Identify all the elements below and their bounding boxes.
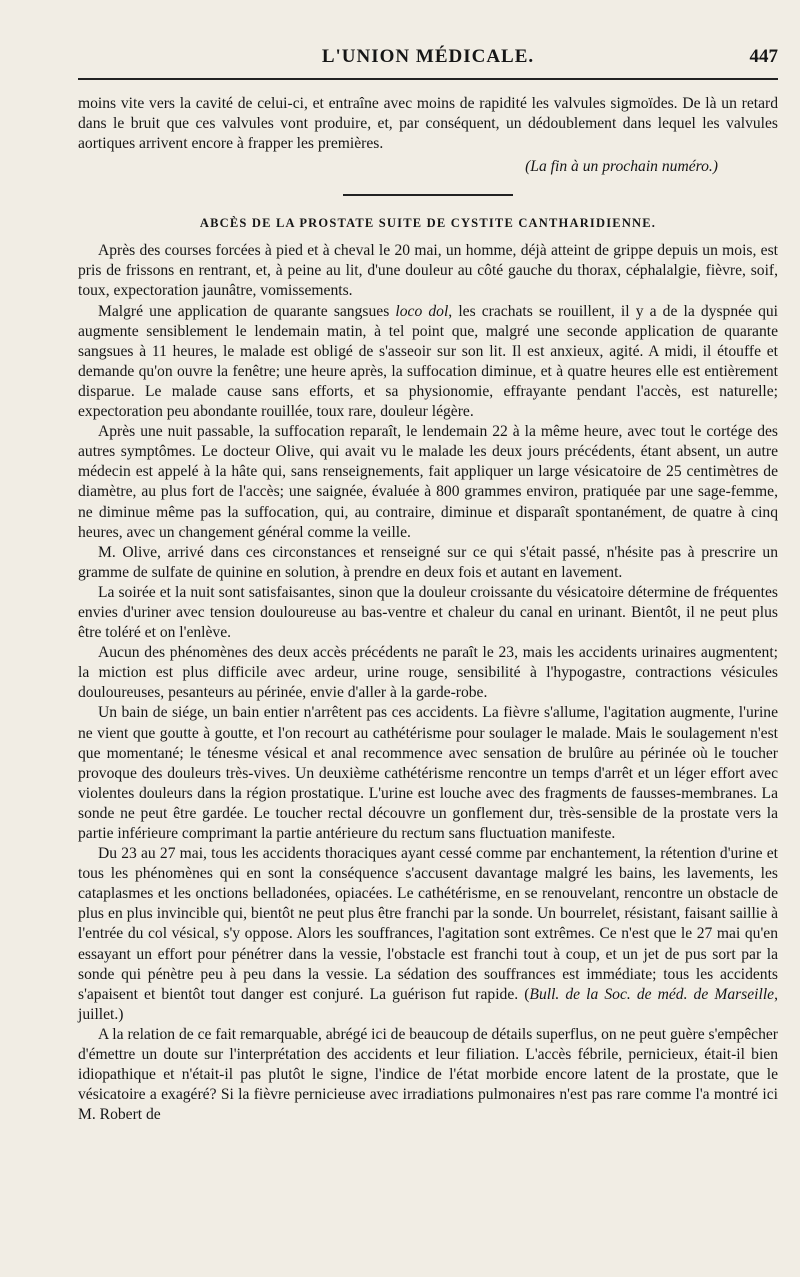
- continuation-note: (La fin à un prochain numéro.): [525, 158, 718, 176]
- paragraph: Aucun des phénomènes des deux accès précédents ne paraît le 23, mais les accidents urinaires augmentent; la miction est plus difficile avec ardeur, urine rouge, sensibilité à l'hypogastre, contractions vésicules douloureuses, pesanteurs au périnée, envie d'aller à la garde-robe.: [78, 644, 778, 702]
- intro-paragraph: moins vite vers la cavité de celui-ci, et entraîne avec moins de rapidité les valvules sigmoïdes. De là un retard dans le bruit que ces valvules vont produire, et, par conséquent, un dédoublement dans lequel les valvules aortiques arrivent encore à frapper les premières.: [78, 95, 778, 153]
- journal-title: L'UNION MÉDICALE.: [321, 46, 535, 67]
- paragraph: A la relation de ce fait remarquable, abrégé ici de beaucoup de détails superflus, on ne peut guère s'empêcher d'émettre un doute sur l'interprétation des accidents et leur filiation. L'accès fébrile, pernicieux, était-il bien idiopathique et n'était-il pas plutôt le signe, l'indice de l'état morbide encore latent de la prostate, que le vésicatoire a exagéré? Si la fièvre pernicieuse avec irradiations pulmonaires n'est pas rare comme l'a montré ici M. Robert de: [78, 1025, 778, 1124]
- paragraph: La soirée et la nuit sont satisfaisantes, sinon que la douleur croissante du vésicatoire détermine de fréquentes envies d'uriner avec tension douloureuse au bas-ventre et chaleur du canal en urinant. Bientôt, il ne peut plus être toléré et on l'enlève.: [78, 583, 778, 642]
- section-divider: [343, 194, 513, 196]
- paragraph: Après des courses forcées à pied et à cheval le 20 mai, un homme, déjà atteint de grippe depuis un mois, est pris de frissons en rentrant, et, à peine au lit, d'une douleur au côté gauche du thorax, céphalalgie, fièvre, soif, toux, expectoration jaunâtre, vomissements.: [78, 242, 778, 300]
- article-title: ABCÈS DE LA PROSTATE SUITE DE CYSTITE CANTHARIDIENNE.: [199, 216, 657, 231]
- page-number: 447: [749, 46, 778, 67]
- citation: Bull. de la Soc. de méd. de Marseille: [529, 985, 775, 1003]
- paragraph: Après une nuit passable, la suffocation reparaît, le lendemain 22 à la même heure, avec tout le cortége des autres symptômes. Le docteur Olive, qui avait vu le malade les deux jours précédents, étant absent, un autre médecin est appelé à la hâte qui, sans renseignements, fait appliquer un large vésicatoire de 25 centimètres de diamètre, au plus fort de l'accès; une saignée, évaluée à 800 grammes environ, pratiquée par une sage-femme, ne diminue même pas la suffocation, qui, au contraire, diminue et disparaît spontanément, de quatre à cinq heures, avec un changement général comme la veille.: [78, 423, 778, 541]
- header-rule: [78, 78, 778, 80]
- body-text: [78, 94, 778, 154]
- paragraph: Un bain de siége, un bain entier n'arrêtent pas ces accidents. La fièvre s'allume, l'agitation augmente, l'urine ne vient que goutte à goutte, et l'on recourt au cathétérisme pour soulager le malade. Mais le soulagement n'est que momentané; le ténesme vésical et anal recommence avec sensation de brulûre au périnée où le toucher provoque des douleurs très-vives. Un deuxième cathétérisme rencontre un temps d'arrêt et un léger effort avec violentes douleurs dans la région prostatique. L'urine est louche avec des fragments de fausses-membranes. La sonde ne peut être gardée. Le toucher rectal découvre un gonflement dur, très-sensible de la prostate vers la partie inférieure comprimant la partie antérieure du rectum sans fluctuation manifeste.: [78, 704, 778, 842]
- paragraph: Du 23 au 27 mai, tous les accidents thoraciques ayant cessé comme par enchantement, la rétention d'urine et tous les phénomènes qui en sont la conséquence s'accusent davantage malgré les bains, les lavements, les cataplasmes et les onctions belladonées, opiacées. Le cathétérisme, en se renouvelant, rencontre un obstacle de plus en plus invincible qui, bientôt ne peut plus être franchi par la sonde. Un bourrelet, résistant, faisant saillie à l'entrée du col vésical, s'y oppose. Alors les souffrances, l'agitation sont extrêmes. Ce n'est que le 27 mai qu'en essayant un effort pour pénétrer dans la vessie, l'obstacle est franchi tout à coup, et un jet de pus sort par la sonde qui pénètre peu à peu dans la vessie. La sédation des souffrances est immédiate; tous les accidents s'apaisent et bientôt tout danger est conjuré. La guérison fut rapide. (Bull. de la Soc. de méd. de Marseille, juillet.): [78, 845, 778, 1023]
- article-body: [78, 241, 778, 1125]
- page-header: [78, 40, 778, 70]
- paragraph: M. Olive, arrivé dans ces circonstances et renseigné sur ce qui s'était passé, n'hésite pas à prescrire un gramme de sulfate de quinine en solution, à prendre en deux fois et autant en lavement.: [78, 543, 778, 581]
- paragraph: Malgré une application de quarante sangsues loco dol, les crachats se rouillent, il y a de la dyspnée qui augmente sensiblement le lendemain matin, à tel point que, malgré une seconde application de quarante sangsues à 11 heures, le malade est obligé de s'asseoir sur son lit. Il est anxieux, agité. A midi, il étouffe et demande qu'on ouvre la fenêtre; une heure après, la suffocation diminue, et à quatre heures elle est entièrement disparue. Le malade cause sans efforts, et sa physionomie, effrayante pendant l'accès, est naturelle; expectoration peu abondante rouillée, toux rare, douleur légère.: [78, 302, 779, 421]
